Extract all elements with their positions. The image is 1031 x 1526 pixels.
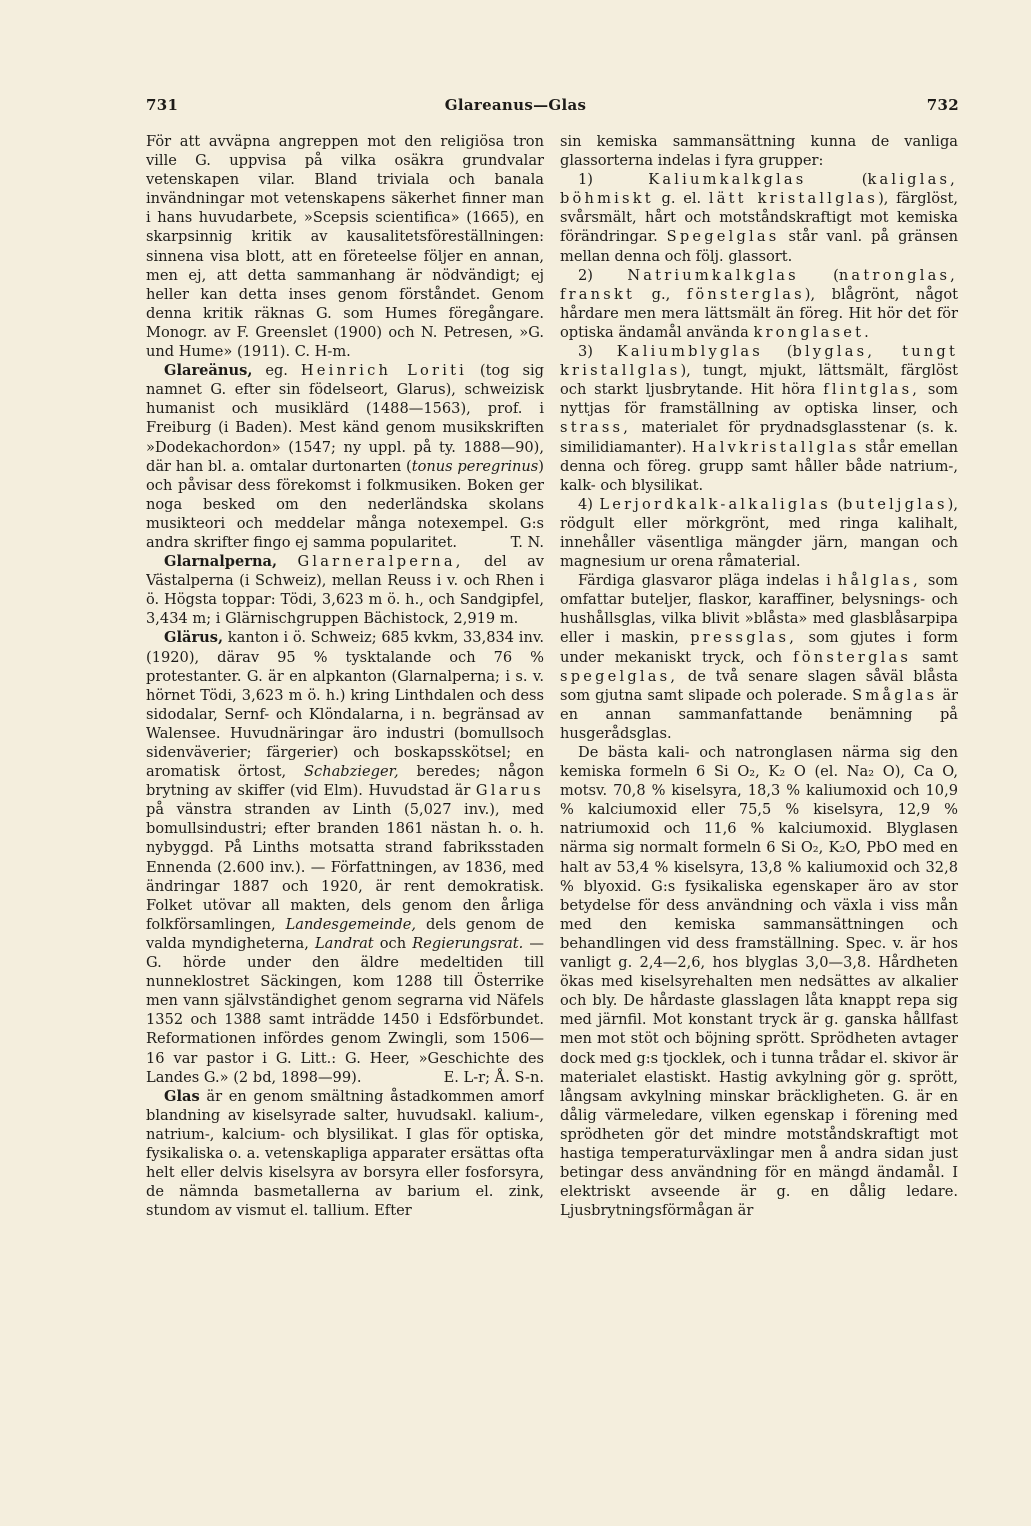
group-3: 3) Kaliumblyglas (blyglas, tungt kristallglas), tungt, mjukt, lättsmält, färglöst och starkt ljusbrytande. Hit höra flintglas, som nyttjas för framställning av optiska linser, och strass, materialet för prydnadsglasstenar (s. k. similidiamanter). Halvkristallglas står emellan denna och föreg. grupp samt håller både natrium-, kalk- och blysilikat. bbox=[560, 343, 958, 494]
running-title: Glareanus—Glas bbox=[444, 96, 587, 114]
headword-glarus: Glärus, bbox=[164, 629, 224, 647]
entry-glareanus: Glareänus, eg. Heinrich Loriti (tog sig namnet G. efter sin födelseort, Glarus), schweizisk humanist och musiklärd (1488—1563), prof. i Freiburg (i Baden). Mest känd genom musikskriften »Dodekachordon» (1547; ny uppl. på ty. 1888—90), där han bl. a. omtalar durtonarten (tonus peregrinus) och påvisar dess förekomst i folkmusiken. Boken ger noga besked om den nederländska skolans musikteori och meddelar många notexempel. G:s andra skrifter fingo ej samma popularitet. T. N. bbox=[146, 362, 544, 551]
left-column bbox=[146, 132, 544, 1472]
author-signature: T. N. bbox=[510, 533, 544, 551]
right-column bbox=[560, 132, 958, 1472]
entry-glarnalperna: Glarnalperna, Glarneralperna, del av Västalperna (i Schweiz), mellan Reuss i v. och Rhen i ö. Högsta toppar: Tödi, 3,623 m ö. h., och Sandgipfel, 3,434 m; i Glärnischgruppen Bächistock, 2,919 m. bbox=[146, 553, 544, 628]
group-1: 1) Kaliumkalkglas (kaliglas, böhmiskt g. el. lätt kristallglas), färglöst, svårsmält, hårt och motståndskraftigt mot kemiska förändringar. Spegelglas står vanl. på gränsen mellan denna och följ. glassort. bbox=[560, 171, 958, 265]
headword-glas: Glas bbox=[164, 1087, 200, 1105]
person-name: Heinrich Loriti bbox=[300, 362, 468, 380]
headword-glareanus: Glareänus, bbox=[164, 362, 253, 380]
group-4: 4) Lerjordkalk-alkaliglas (buteljglas), rödgult eller mörkgrönt, med ringa kalihalt, innehåller väsentliga mängder järn, mangan och magnesium ur orena råmaterial. bbox=[560, 495, 958, 571]
author-signature: E. L-r; Å. S-n. bbox=[443, 1068, 544, 1086]
group-2: 2) Natriumkalkglas (natronglas, franskt g., fönsterglas), blågrönt, något hårdare men mera lättsmält än föreg. Hit hör det för optiska ändamål använda kronglaset. bbox=[560, 266, 958, 341]
right-page-number: 732 bbox=[926, 96, 959, 114]
entry-glas: Glas är en genom smältning åstadkommen amorf blandning av kiselsyrade salter, huvudsakl. kalium-, natrium-, kalcium- och blysilikat. I glas för optiska, fysikaliska o. a. vetenskapliga apparater ersättas ofta helt eller delvis kiselsyra av borsyra eller fosforsyra, de nämnda basmetallerna av barium el. zink, stundom av vismut el. tallium. Efter bbox=[146, 1087, 544, 1220]
finished-goods-paragraph: Färdiga glasvaror pläga indelas i hålglas, som omfattar buteljer, flaskor, karaffiner, belysnings- och hushållsglas, vilka blivit »blåsta» med glasblåsarpipa eller i maskin, pressglas, som gjutes i form under mekaniskt tryck, och fönsterglas samt spegelglas, de två senare slagen såväl blåsta som gjutna samt slipade och polerade. Småglas är en annan sammanfattande benämning på husgerådsglas. bbox=[560, 572, 958, 742]
scepsis-paragraph: För att avväpna angreppen mot den religiösa tron ville G. uppvisa på vilka osäkra grundvalar vetenskapen vilar. Bland triviala och banala invändningar mot vetenskapens säkerhet finner man i hans huvudarbete, »Scepsis scientifica» (1665), en skarpsinnig kritik av kausalitetsföreställningen: sinnena visa blott, att en företeelse följer en annan, men ej, att detta sammanhang är nödvändigt; ej heller kan detta inses genom förståndet. Genom denna kritik räknas G. som Humes föregångare. Monogr. av F. Greenslet (1900) och N. Petresen, »G. und Hume» (1911). C. H-m. bbox=[146, 133, 544, 361]
headword-glarnalperna: Glarnalperna, bbox=[164, 553, 278, 571]
properties-paragraph: De bästa kali- och natronglasen närma sig den kemiska formeln 6 Si O₂, K₂ O (el. Na₂ O), Ca O, motsv. 70,8 % kiselsyra, 18,3 % kaliumoxid och 10,9 % kalciumoxid eller 75,5 % kiselsyra, 12,9 % natriumoxid och 11,6 % kalciumoxid. Blyglasen närma sig normalt formeln 6 Si O₂, K₂O, PbO med en halt av 53,4 % kiselsyra, 13,8 % kaliumoxid och 32,8 % blyoxid. G:s fysikaliska egenskaper äro av stor betydelse för dess användning och växla i viss mån med den kemiska sammansättningen och behandlingen vid dess framställning. Spec. v. är hos vanligt g. 2,4—2,6, hos blyglas 3,0—3,8. Hårdheten ökas med kiselsyrehalten men nedsättes av alkalier och bly. De hårdaste glasslagen låta knappt repa sig med järnfil. Mot konstant tryck är g. ganska hållfast men mot stöt och böjning sprött. Sprödheten avtager dock med g:s tjocklek, och i tunna trådar el. skivor är materialet elastiskt. Hastig avkylning gör g. sprött, långsam avkylning minskar bräckligheten. G. är en dålig värmeledare, vilken egenskap i förening med sprödheten gör det mindre motståndskraftigt mot hastiga temperaturväxlingar men å andra sidan just betingar dess användning för en mängd ändamål. I elektriskt avseende är g. en dålig ledare. Ljusbrytningsförmågan är bbox=[560, 744, 958, 1220]
left-page-number: 731 bbox=[146, 96, 179, 114]
glas-continued: sin kemiska sammansättning kunna de vanliga glassorterna indelas i fyra grupper: bbox=[560, 133, 958, 170]
entry-glarus: Glärus, kanton i ö. Schweiz; 685 kvkm, 33,834 inv. (1920), därav 95 % tysktalande och 76 % protestanter. G. är en alpkanton (Glarnalperna; i s. v. hörnet Tödi, 3,623 m ö. h.) kring Linthdalen och dess sidodalar, Sernf- och Klöndalarna, i n. begränsad av Walensee. Huvudnäringar äro industri (bomullsoch sidenväverier; färgerier) och boskapsskötsel; en aromatisk örtost, Schabzieger, beredes; någon brytning av skiffer (vid Elm). Huvudstad är Glarus på vänstra stranden av Linth (5,027 inv.), med bomullsindustri; efter branden 1861 nästan h. o. h. nybyggd. På Linths motsatta strand fabriksstaden Ennenda (2.600 inv.). — Författningen, av 1836, med ändringar 1887 och 1920, är rent demokratisk. Folket utövar all makten, dels genom den årliga folkförsamlingen, Landesgemeinde, dels genom de valda myndigheterna, Landrat och Regierungsrat. — G. hörde under den äldre medeltiden till nunneklostret Säckingen, kom 1288 till Österrike men vann självständighet genom segrarna vid Näfels 1352 och 1388 samt inträdde 1450 i Edsförbundet. Reformationen infördes genom Zwingli, som 1506—16 var pastor i G. Litt.: G. Heer, »Geschichte des Landes G.» (2 bd, 1898—99). E. L-r; Å. S-n. bbox=[146, 629, 544, 1086]
